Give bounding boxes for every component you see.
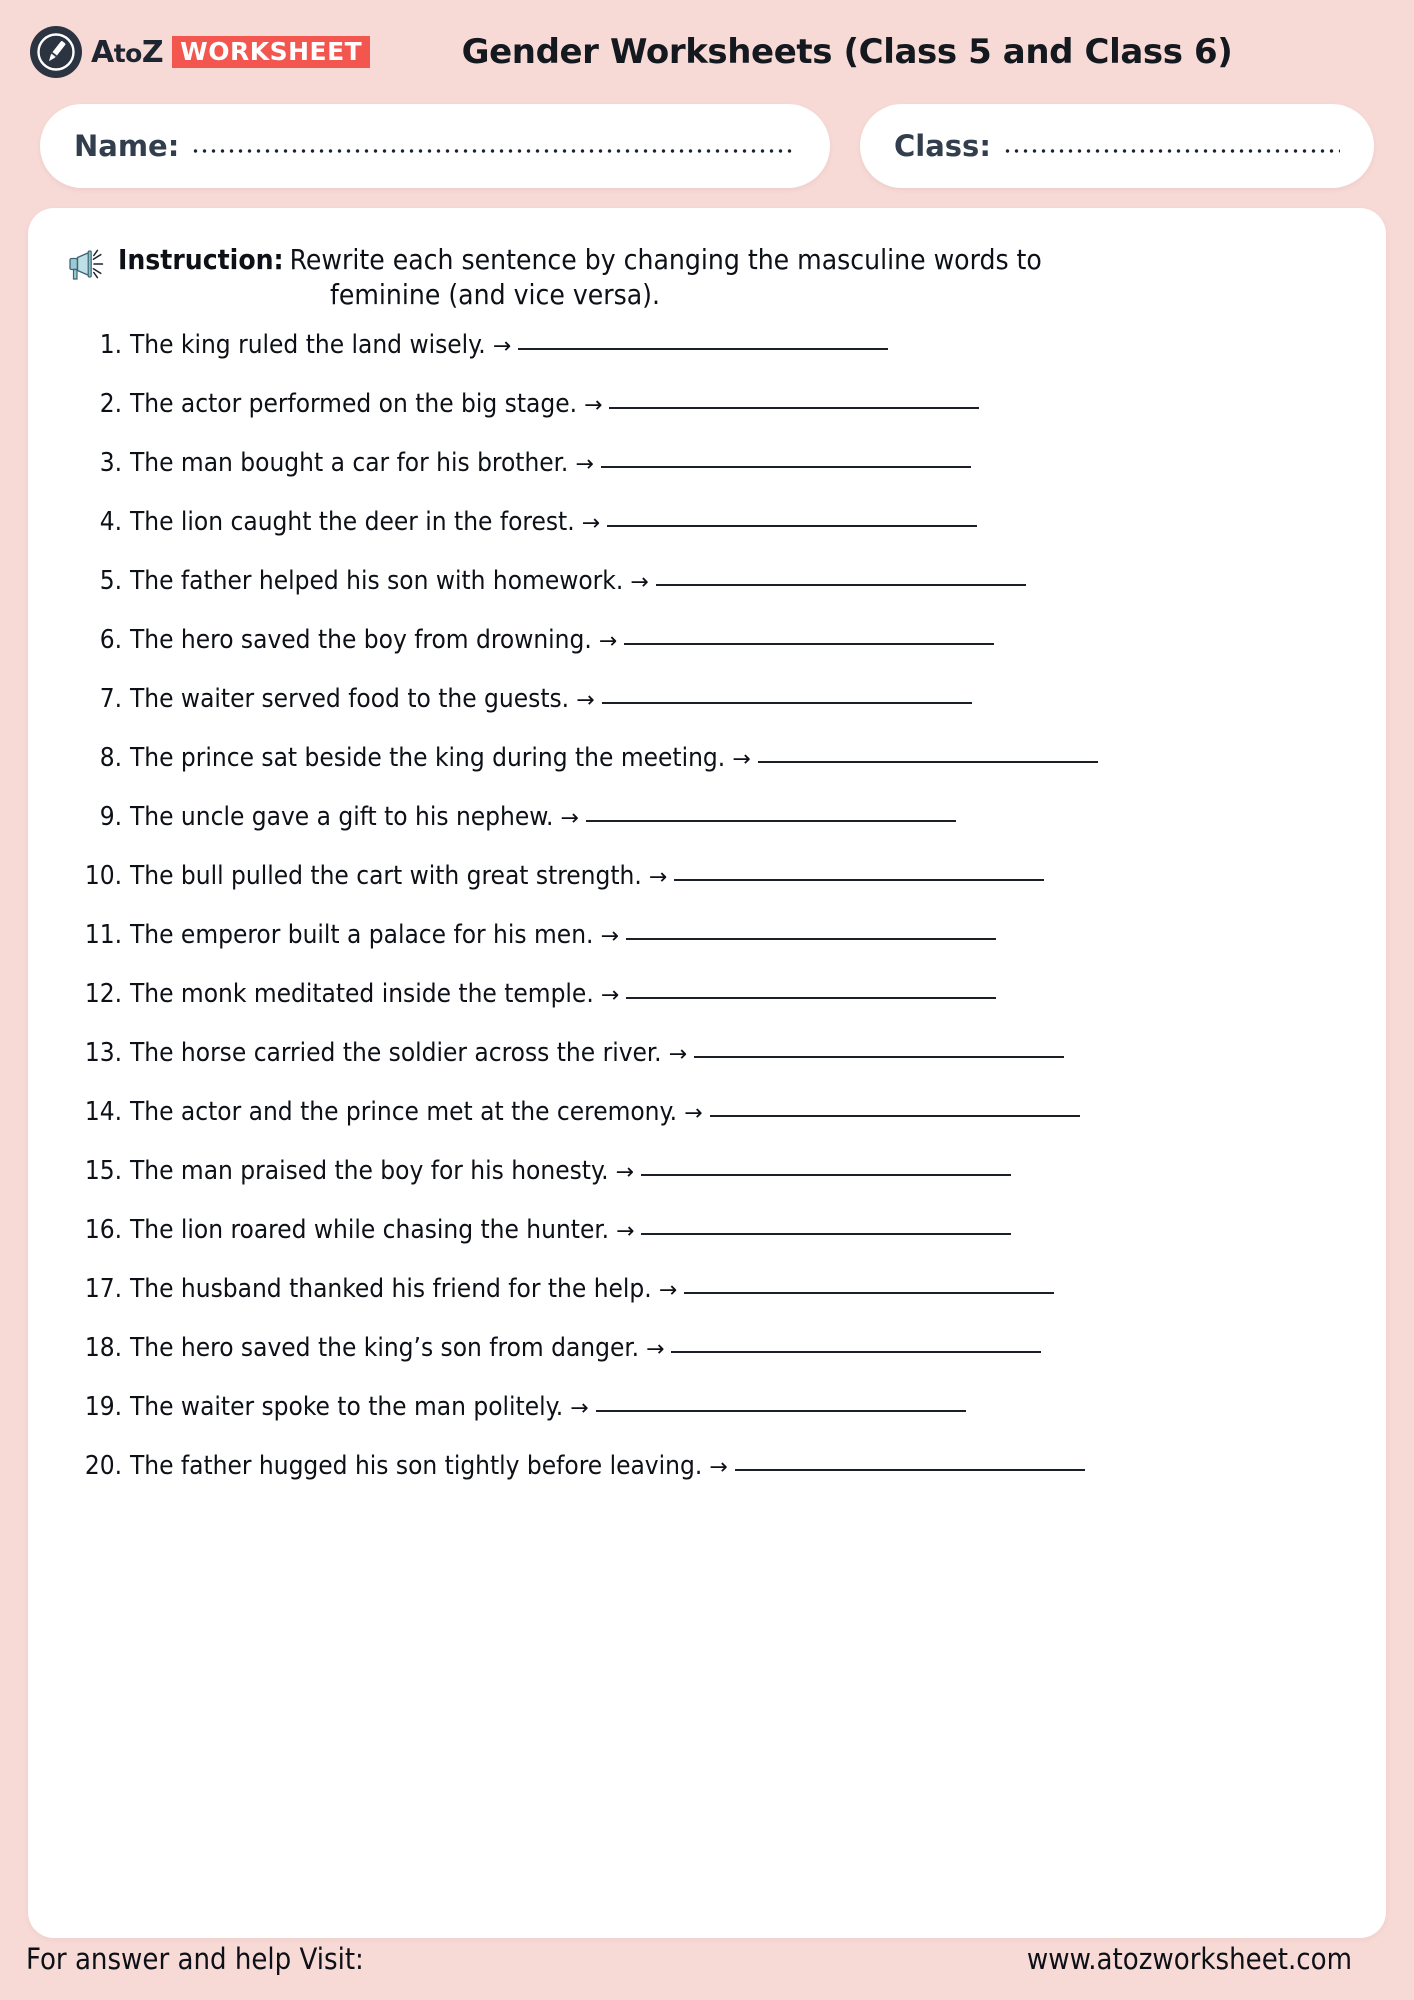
answer-blank[interactable] <box>656 566 1026 586</box>
brand-badge-worksheet: WORKSHEET <box>172 36 370 68</box>
arrow-icon: → <box>600 923 619 949</box>
class-input-line[interactable] <box>1003 133 1340 159</box>
page-footer <box>0 1918 1414 2000</box>
question-number: 2. <box>99 388 122 419</box>
answer-blank[interactable] <box>624 625 994 645</box>
answer-blank[interactable] <box>641 1215 1011 1235</box>
question-number: 4. <box>99 506 122 537</box>
answer-blank[interactable] <box>609 389 979 409</box>
instruction-line-2: feminine (and vice versa). <box>330 277 660 311</box>
student-info-row <box>0 104 1414 188</box>
page-title: Gender Worksheets (Class 5 and Class 6) <box>461 32 1233 72</box>
arrow-icon: → <box>598 628 618 654</box>
question-text: The bull pulled the cart with great strength. <box>130 860 642 891</box>
instruction-lead: Instruction: <box>118 243 284 276</box>
answer-blank[interactable] <box>518 330 888 350</box>
arrow-icon: → <box>575 451 594 477</box>
answer-blank[interactable] <box>641 1156 1011 1176</box>
question-row <box>58 743 1356 802</box>
question-text: The horse carried the soldier across the river. <box>130 1037 662 1068</box>
question-number: 19. <box>84 1391 122 1422</box>
question-number: 11. <box>84 919 122 950</box>
arrow-icon: → <box>581 510 601 536</box>
name-label: Name: <box>74 129 180 163</box>
answer-blank[interactable] <box>601 448 971 468</box>
answer-blank[interactable] <box>758 743 1098 763</box>
question-row <box>58 1156 1356 1215</box>
brand-name-z: Z <box>141 34 164 70</box>
question-number: 15. <box>84 1155 122 1186</box>
instruction-block <box>58 242 1356 314</box>
question-text: The uncle gave a gift to his nephew. <box>130 801 554 832</box>
question-text: The actor and the prince met at the ceremony. <box>130 1096 678 1127</box>
question-row <box>58 861 1356 920</box>
answer-blank[interactable] <box>735 1451 1085 1471</box>
question-text: The waiter spoke to the man politely. <box>130 1391 564 1422</box>
arrow-icon: → <box>600 982 620 1008</box>
answer-blank[interactable] <box>674 861 1044 881</box>
question-text: The lion caught the deer in the forest. <box>130 506 575 537</box>
question-number: 14. <box>84 1096 122 1127</box>
question-text: The father helped his son with homework. <box>130 565 624 596</box>
question-number: 17. <box>84 1273 122 1304</box>
arrow-icon: → <box>646 1336 665 1362</box>
question-text: The lion roared while chasing the hunter. <box>130 1214 610 1245</box>
question-row <box>58 1451 1356 1510</box>
class-label: Class: <box>894 129 991 163</box>
answer-blank[interactable] <box>586 802 956 822</box>
question-row <box>58 1097 1356 1156</box>
worksheet-card <box>28 208 1386 1938</box>
arrow-icon: → <box>615 1159 634 1185</box>
question-row <box>58 1392 1356 1451</box>
answer-blank[interactable] <box>626 920 996 940</box>
question-text: The waiter served food to the guests. <box>130 683 570 714</box>
arrow-icon: → <box>668 1041 688 1067</box>
arrow-icon: → <box>648 864 668 890</box>
name-input-line[interactable] <box>191 133 796 159</box>
question-row <box>58 389 1356 448</box>
question-text: The man praised the boy for his honesty. <box>130 1155 609 1186</box>
question-row <box>58 625 1356 684</box>
arrow-icon: → <box>560 805 579 831</box>
question-list <box>58 330 1356 1510</box>
question-row <box>58 330 1356 389</box>
arrow-icon: → <box>616 1218 635 1244</box>
answer-blank[interactable] <box>671 1333 1041 1353</box>
question-number: 1. <box>99 329 122 360</box>
brand-name-to: to <box>113 38 142 68</box>
question-row <box>58 1274 1356 1333</box>
question-number: 20. <box>84 1450 122 1481</box>
answer-blank[interactable] <box>596 1392 966 1412</box>
arrow-icon: → <box>684 1100 703 1126</box>
question-number: 12. <box>84 978 122 1009</box>
question-row <box>58 1215 1356 1274</box>
question-number: 18. <box>84 1332 122 1363</box>
question-row <box>58 920 1356 979</box>
answer-blank[interactable] <box>684 1274 1054 1294</box>
question-text: The father hugged his son tightly before leaving. <box>130 1450 703 1481</box>
arrow-icon: → <box>658 1277 678 1303</box>
question-number: 13. <box>84 1037 122 1068</box>
question-text: The monk meditated inside the temple. <box>130 978 594 1009</box>
footer-help-text: For answer and help Visit: <box>26 1942 364 1976</box>
question-text: The hero saved the boy from drowning. <box>130 624 592 655</box>
question-text: The king ruled the land wisely. <box>130 329 486 360</box>
arrow-icon: → <box>584 392 603 418</box>
question-number: 10. <box>84 860 122 891</box>
brand-name-a: A <box>91 34 114 70</box>
question-row <box>58 1333 1356 1392</box>
question-row <box>58 566 1356 625</box>
question-text: The hero saved the king’s son from danger. <box>130 1332 640 1363</box>
question-number: 16. <box>84 1214 122 1245</box>
question-number: 8. <box>99 742 122 773</box>
arrow-icon: → <box>492 333 512 359</box>
question-row <box>58 979 1356 1038</box>
answer-blank[interactable] <box>694 1038 1064 1058</box>
question-row <box>58 1038 1356 1097</box>
megaphone-icon <box>68 248 108 287</box>
arrow-icon: → <box>630 569 649 595</box>
arrow-icon: → <box>732 746 751 772</box>
question-number: 5. <box>99 565 122 596</box>
question-number: 6. <box>99 624 122 655</box>
answer-blank[interactable] <box>607 507 977 527</box>
question-text: The emperor built a palace for his men. <box>130 919 594 950</box>
question-number: 7. <box>99 683 122 714</box>
question-text: The prince sat beside the king during the meeting. <box>130 742 726 773</box>
question-number: 9. <box>99 801 122 832</box>
question-row <box>58 507 1356 566</box>
question-text: The man bought a car for his brother. <box>130 447 569 478</box>
arrow-icon: → <box>570 1395 589 1421</box>
name-field[interactable] <box>40 104 830 188</box>
instruction-line-1: Rewrite each sentence by changing the masculine words to <box>289 243 1042 276</box>
class-field[interactable] <box>860 104 1374 188</box>
question-row <box>58 684 1356 743</box>
question-number: 3. <box>99 447 122 478</box>
answer-blank[interactable] <box>710 1097 1080 1117</box>
arrow-icon: → <box>576 687 595 713</box>
footer-website[interactable]: www.atozworksheet.com <box>1026 1942 1352 1976</box>
page-header <box>0 0 1414 104</box>
answer-blank[interactable] <box>626 979 996 999</box>
arrow-icon: → <box>709 1454 728 1480</box>
question-row <box>58 448 1356 507</box>
instruction-text <box>118 242 1042 314</box>
question-row <box>58 802 1356 861</box>
question-text: The actor performed on the big stage. <box>130 388 578 419</box>
answer-blank[interactable] <box>602 684 972 704</box>
question-text: The husband thanked his friend for the help. <box>130 1273 652 1304</box>
